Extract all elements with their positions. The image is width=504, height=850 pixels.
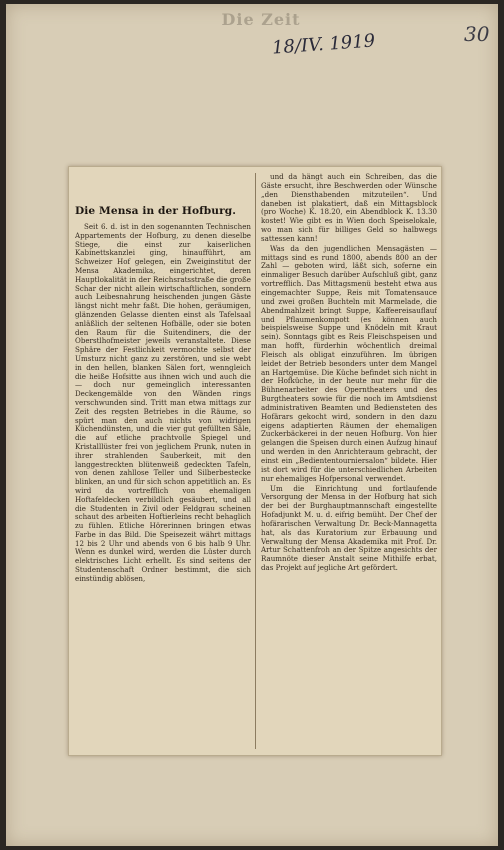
article-paragraph: Was da den jugendlichen Mensagästen — mittags sind es rund 1800, abends 800 an der Zahl — geboten wird, läßt sich, soferne ein einmaliger Besuch darüber Aufschluß gibt, ganz vortrefflich. Das Mittagsmenü besteht etwa aus eingemachter Suppe, Reis mit Tomatensauce und zwei großen Buchteln mit Marmelade, die Abendmahlzeit bringt Suppe, Kaffeereisauflauf und Pflaumenkompott (es können auch beispielsweise Suppe und Knödeln mit Kraut sein). Sonntags gibt es Reis Fleischspeisen und man hofft, fürderhin wöchentlich dreimal Fleisch als obligat einzuführen. Im übrigen leidet der Betrieb besonders unter dem Mangel an Hartgemüse. Die Küche befindet sich nicht in der Hofküche, in der heute nur mehr für die Bühnenarbeiter des Operntheaters und des Burgtheaters sowie für die noch im Amtsdienst administrativen Beamten und Bediensteten des Hofärars gekocht wird, sondern in den dazu eigens adaptierten Räumen der ehemaligen Zuckerbäckerei in der neuen Hofburg. Von hier gelangen die Speisen durch einen Aufzug hinauf und werden in den Anrichteraum gebracht, der einst ein „Bediententourniersalon“ bildete. Hier ist dort wird für die unterschiedlichen Arbeiten nur ehemaliges Hofpersonal verwendet.	[261, 243, 437, 483]
article-column-left	[75, 223, 251, 747]
article-paragraph: und da hängt auch ein Schreiben, das die Gäste ersucht, ihre Beschwerden oder Wünsche „den Diensthabenden mitzuteilen“. Und daneben ist plakatiert, daß ein Mittagsblock (pro Woche) K. 18.20, ein Abendblock K. 13.30 kostet! Wie gibt es in Wien doch Speiselokale, wo man sich für billiges Geld so halbwegs sattessen kann!	[261, 173, 437, 243]
handwritten-page-number: 30	[464, 22, 490, 46]
archive-sheet	[6, 4, 498, 846]
article-column-right	[261, 173, 437, 749]
handwritten-date: 18/IV. 1919	[271, 30, 376, 59]
masthead-stamp: Die Zeit	[221, 10, 301, 29]
newspaper-clipping	[68, 166, 442, 756]
article-headline: Die Mensa in der Hofburg.	[75, 205, 237, 217]
article-paragraph: Seit 6. d. ist in den sogenannten Technischen Appartements der Hofburg, zu denen dieselbe Stiege, die einst zur kaiserlichen Kabinettskanzlei ging, hinaufführt, am Schweizer Hof gelegen, ein Zweiginstitut der Mensa Akademika, eingerichtet, deren Hauptlokalität in der Reichsratsstraße die große Schar der nicht allein wirtschaftlichen, sondern auch Leibesnahrung heischenden jungen Gäste längst nicht mehr faßt. Die hohen, geräumigen, glänzenden Gelasse dienten einst als Tafelsaal anläßlich der seltenen Hofbälle, oder sie boten den Raum für die Suitendiners, die der Oberstlhofmeister jeweils veranstaltete. Diese Sphäre der Festlichkeit vermochte selbst der Umsturz nicht ganz zu zerstören, und sie webt in den hellen, blanken Sälen fort, wenngleich die heiße Hofsitte aus ihnen wich und auch die — doch nur gemeinglich interessanten Deckengemälde von den Wänden rings verschwunden sind. Tritt man etwa mittags zur Zeit des regsten Betriebes in die Räume, so spürt man den auch nichts von widrigen Küchendünsten, und die vier gut gefüllten Säle, die auf etliche prachtvolle Spiegel und Kristalllüster frei von jeglichem Prunk, nuten in ihrer strahlenden Sauberkeit, mit den langgestreckten blütenweiß gedeckten Tafeln, von denen zahllose Teller und Silberbestecke blinken, an und für sich schon appetitlich an. Es wird da vortrefflich von ehemaligen Hoftafeldecken verbildlich gesäubert, und all die Studenten in Zivil oder Feldgrau scheinen schaut des arbeiten Hoftierleins recht behaglich zu fühlen. Etliche Hörerinnen bringen etwas Farbe in das Bild. Die Speisezeit währt mittags 12 bis 2 Uhr und abends von 6 bis halb 9 Uhr. Wenn es dunkel wird, werden die Lüster durch elektrisches Licht erhellt. Es sind seitens der Studentenschaft Ordner bestimmt, die sich einstündig ablösen,	[75, 223, 251, 583]
article-paragraph: Um die Einrichtung und fortlaufende Versorgung der Mensa in der Hofburg hat sich der bei der Burghauptmannschaft eingestellte Hofadjunkt M. u. d. eifrig bemüht. Der Chef der hofärarischen Verwaltung Dr. Beck-Mannagetta hat, als das Kuratorium zur Erbauung und Verwaltung der Mensa Akademika mit Prof. Dr. Artur Schattenfroh an der Spitze angesichts der Raumnöte dieser Anstalt seine Mithilfe erbat, das Projekt auf jegliche Art gefördert.	[261, 483, 437, 573]
column-divider	[255, 173, 256, 749]
